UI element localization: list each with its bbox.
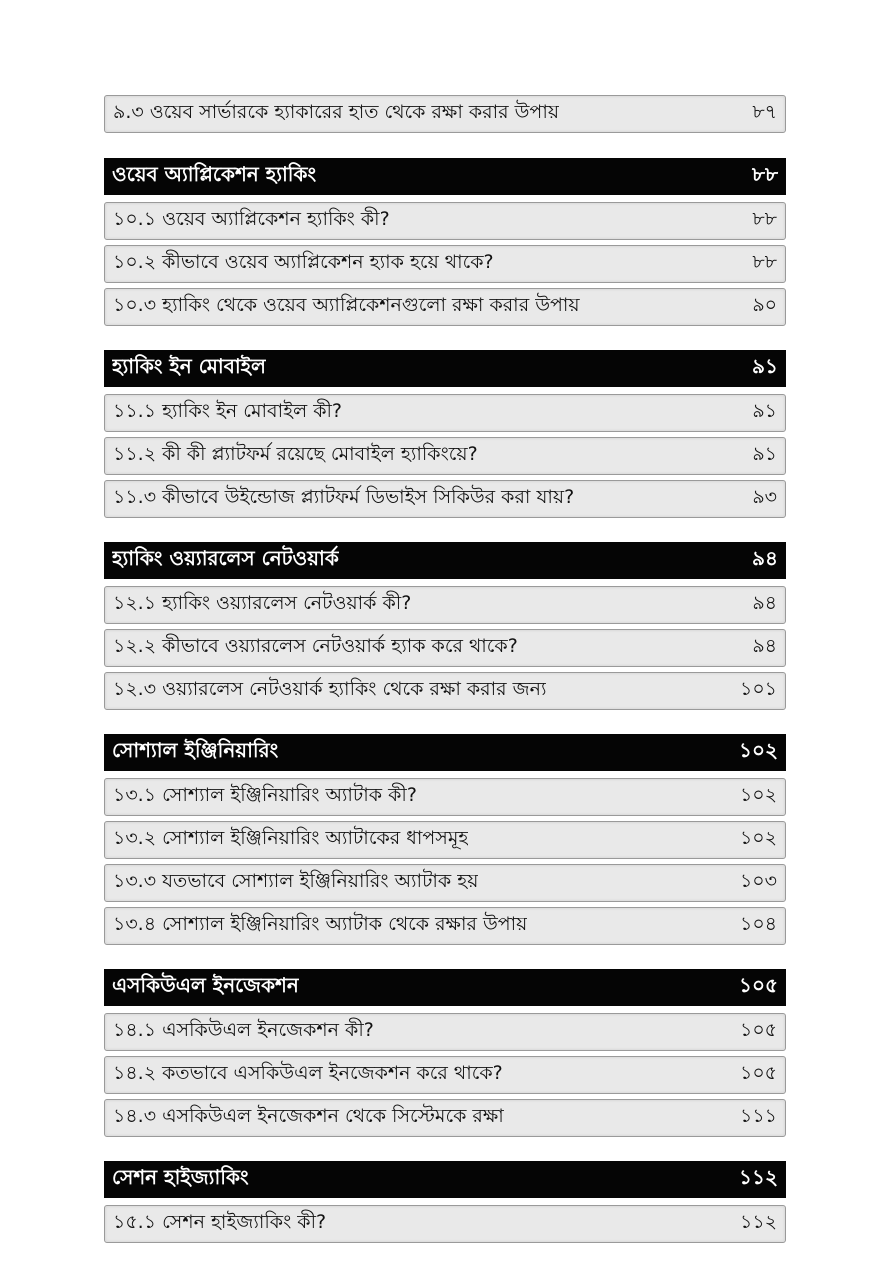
- entry-page: ৯১: [752, 400, 777, 422]
- toc-entry[interactable]: [104, 672, 786, 710]
- chapter-title: সেশন হাইজ্যাকিং: [112, 1165, 249, 1189]
- table-of-contents: [104, 95, 786, 1248]
- entry-page: ১০২: [739, 827, 777, 849]
- entry-title: ১৪.২ কতভাবে এসকিউএল ইনজেকশন করে থাকে?: [113, 1062, 503, 1084]
- entry-page: ৮৮: [752, 208, 777, 230]
- entry-title: ১৫.১ সেশন হাইজ্যাকিং কী?: [113, 1211, 327, 1233]
- chapter-title: সোশ্যাল ইঞ্জিনিয়ারিং: [112, 738, 279, 762]
- toc-entry[interactable]: [104, 437, 786, 475]
- entry-page: ৯৩: [752, 486, 777, 508]
- chapter-header[interactable]: [104, 969, 786, 1006]
- entry-page: ১১১: [740, 1105, 777, 1127]
- chapter-title: হ্যাকিং ইন মোবাইল: [112, 354, 266, 378]
- entry-page: ১০৫: [739, 1062, 777, 1084]
- toc-entry[interactable]: [104, 907, 786, 945]
- entry-title: ১৩.১ সোশ্যাল ইঞ্জিনিয়ারিং অ্যাটাক কী?: [113, 784, 417, 806]
- toc-entry[interactable]: [104, 1013, 786, 1051]
- chapter-header[interactable]: [104, 1161, 786, 1198]
- entry-title: ১০.১ ওয়েব অ্যাপ্লিকেশন হ্যাকিং কী?: [113, 208, 390, 230]
- entry-page: ৯০: [752, 294, 777, 316]
- entry-page: ১০২: [739, 784, 777, 806]
- chapter-header[interactable]: [104, 158, 786, 195]
- entry-title: ১৪.১ এসকিউএল ইনজেকশন কী?: [113, 1019, 374, 1041]
- chapter-page: ৯৪: [752, 546, 778, 570]
- chapter-page: ১১২: [739, 1165, 778, 1189]
- entry-title: ১৪.৩ এসকিউএল ইনজেকশন থেকে সিস্টেমকে রক্ষা: [113, 1105, 504, 1127]
- entry-page: ৯১: [752, 443, 777, 465]
- chapter-header[interactable]: [104, 734, 786, 771]
- entry-title: ১৩.২ সোশ্যাল ইঞ্জিনিয়ারিং অ্যাটাকের ধাপসমূহ: [113, 827, 469, 849]
- toc-entry[interactable]: [104, 864, 786, 902]
- chapter-page: ১০২: [739, 738, 778, 762]
- toc-entry[interactable]: [104, 95, 786, 133]
- entry-page: ৯৪: [752, 635, 777, 657]
- entry-page: ১১২: [739, 1211, 777, 1233]
- chapter-page: ১০৫: [739, 973, 778, 997]
- entry-title: ৯.৩ ওয়েব সার্ভারকে হ্যাকারের হাত থেকে রক্ষা করার উপায়: [113, 101, 560, 123]
- entry-page: ১০৩: [739, 870, 777, 892]
- entry-title: ১২.১ হ্যাকিং ওয়্যারলেস নেটওয়ার্ক কী?: [113, 592, 412, 614]
- entry-title: ১০.৩ হ্যাকিং থেকে ওয়েব অ্যাপ্লিকেশনগুলো রক্ষা করার উপায়: [113, 294, 580, 316]
- entry-title: ১০.২ কীভাবে ওয়েব অ্যাপ্লিকেশন হ্যাক হয়ে থাকে?: [113, 251, 494, 273]
- entry-title: ১১.২ কী কী প্ল্যাটফর্ম রয়েছে মোবাইল হ্যাকিংয়ে?: [113, 443, 478, 465]
- entry-page: ৯৪: [752, 592, 777, 614]
- chapter-header[interactable]: [104, 350, 786, 387]
- chapter-page: ৯১: [752, 354, 778, 378]
- entry-title: ১১.৩ কীভাবে উইন্ডোজ প্ল্যাটফর্ম ডিভাইস সিকিউর করা যায়?: [113, 486, 575, 508]
- toc-entry[interactable]: [104, 778, 786, 816]
- chapter-title: এসকিউএল ইনজেকশন: [112, 973, 299, 997]
- entry-page: ১০১: [739, 678, 777, 700]
- entry-title: ১৩.৪ সোশ্যাল ইঞ্জিনিয়ারিং অ্যাটাক থেকে রক্ষার উপায়: [113, 913, 528, 935]
- entry-title: ১৩.৩ যতভাবে সোশ্যাল ইঞ্জিনিয়ারিং অ্যাটাক হয়: [113, 870, 479, 892]
- toc-entry[interactable]: [104, 629, 786, 667]
- toc-entry[interactable]: [104, 821, 786, 859]
- chapter-page: ৮৮: [752, 162, 778, 186]
- toc-entry[interactable]: [104, 202, 786, 240]
- chapter-header[interactable]: [104, 542, 786, 579]
- entry-page: ৮৮: [752, 251, 777, 273]
- entry-page: ১০৫: [739, 1019, 777, 1041]
- entry-title: ১২.৩ ওয়্যারলেস নেটওয়ার্ক হ্যাকিং থেকে রক্ষা করার জন্য: [113, 678, 547, 700]
- toc-entry[interactable]: [104, 245, 786, 283]
- entry-page: ৮৭: [752, 101, 777, 123]
- entry-title: ১২.২ কীভাবে ওয়্যারলেস নেটওয়ার্ক হ্যাক করে থাকে?: [113, 635, 518, 657]
- chapter-title: ওয়েব অ্যাপ্লিকেশন হ্যাকিং: [112, 162, 317, 186]
- entry-page: ১০৪: [739, 913, 777, 935]
- toc-entry[interactable]: [104, 1205, 786, 1243]
- toc-entry[interactable]: [104, 480, 786, 518]
- toc-entry[interactable]: [104, 1099, 786, 1137]
- toc-entry[interactable]: [104, 394, 786, 432]
- entry-title: ১১.১ হ্যাকিং ইন মোবাইল কী?: [113, 400, 343, 422]
- toc-entry[interactable]: [104, 288, 786, 326]
- toc-entry[interactable]: [104, 1056, 786, 1094]
- chapter-title: হ্যাকিং ওয়্যারলেস নেটওয়ার্ক: [112, 546, 339, 570]
- toc-entry[interactable]: [104, 586, 786, 624]
